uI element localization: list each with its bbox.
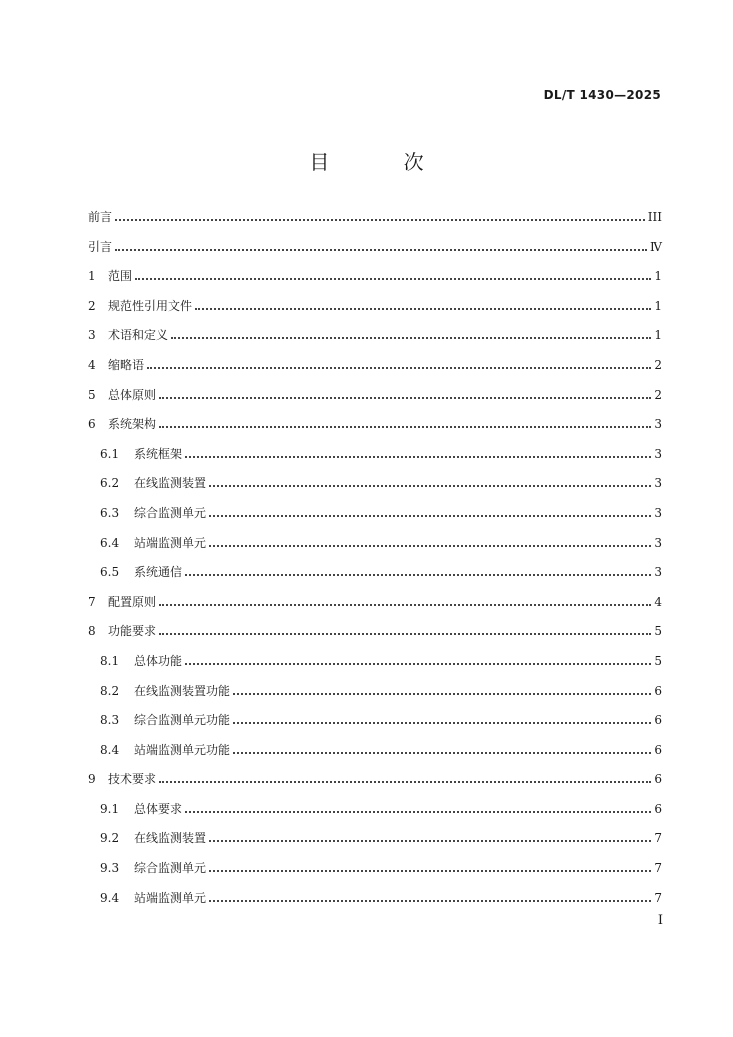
toc-entry[interactable]: [88, 890, 662, 920]
toc-entry[interactable]: [88, 446, 662, 476]
toc-entry-label: 术语和定义: [108, 328, 169, 343]
toc-entry-number: 8.4: [100, 742, 120, 757]
dot-leader: [185, 455, 651, 458]
toc-entry-number: 2: [88, 298, 96, 313]
toc-entry-page: III: [647, 210, 662, 224]
dot-leader: [171, 336, 651, 339]
dot-leader: [209, 544, 651, 547]
dot-leader: [115, 218, 645, 221]
toc-entry-label: 总体功能: [134, 653, 183, 668]
toc-entry[interactable]: [88, 830, 662, 860]
dot-leader: [147, 366, 651, 369]
toc-entry-label: 在线监测装置: [134, 476, 207, 491]
toc-entry-number: 9: [88, 772, 96, 787]
dot-leader: [115, 248, 647, 251]
dot-leader: [209, 484, 651, 487]
toc-entry-page: 1: [654, 269, 662, 284]
toc-entry-label: 规范性引用文件: [108, 298, 193, 313]
toc-entry[interactable]: [88, 801, 662, 831]
toc-entry-number: 6.2: [100, 476, 120, 491]
toc-entry-number: 3: [88, 328, 96, 343]
toc-entry-page: 3: [654, 446, 662, 461]
dot-leader: [209, 869, 651, 872]
toc-entry-number: 8.2: [100, 683, 120, 698]
toc-entry-number: 6.4: [100, 535, 120, 550]
dot-leader: [159, 632, 651, 635]
toc-entry-page: 6: [654, 772, 662, 787]
toc-entry-number: 1: [88, 269, 96, 284]
toc-entry-page: 7: [654, 861, 662, 876]
dot-leader: [185, 810, 651, 813]
toc-entry[interactable]: [88, 535, 662, 565]
toc-entry[interactable]: [88, 357, 662, 387]
toc-entry[interactable]: [88, 653, 662, 683]
toc-entry-label: 站端监测单元功能: [134, 742, 231, 757]
toc-entry-number: 5: [88, 387, 96, 402]
toc-entry-number: 6.1: [100, 446, 120, 461]
dot-leader: [159, 603, 651, 606]
toc-entry-label: 综合监测单元: [134, 861, 207, 876]
toc-entry[interactable]: [88, 771, 662, 801]
toc-entry-number: 8.3: [100, 713, 120, 728]
toc-entry-number: 7: [88, 594, 96, 609]
toc-entry-label: 总体原则: [108, 387, 157, 402]
toc-entry[interactable]: [88, 860, 662, 890]
toc-entry-label: 引言: [88, 239, 113, 254]
toc-entry[interactable]: [88, 416, 662, 446]
toc-entry[interactable]: [88, 505, 662, 535]
toc-entry[interactable]: [88, 742, 662, 772]
toc-entry-page: 3: [654, 565, 662, 580]
toc-entry[interactable]: [88, 712, 662, 742]
toc-entry-page: 1: [654, 328, 662, 343]
dot-leader: [233, 692, 651, 695]
toc-entry[interactable]: [88, 268, 662, 298]
toc-entry[interactable]: [88, 327, 662, 357]
toc-entry-page: 6: [654, 683, 662, 698]
table-of-contents: [88, 209, 662, 919]
toc-entry-label: 在线监测装置: [134, 831, 207, 846]
toc-entry[interactable]: [88, 239, 662, 269]
dot-leader: [195, 307, 651, 310]
page-number: I: [657, 913, 663, 928]
dot-leader: [209, 514, 651, 517]
toc-entry-number: 9.1: [100, 801, 120, 816]
toc-entry-page: 2: [654, 357, 662, 372]
toc-entry-number: 8: [88, 624, 96, 639]
toc-entry[interactable]: [88, 564, 662, 594]
toc-entry-page: 7: [654, 831, 662, 846]
toc-entry-number: 9.2: [100, 831, 120, 846]
toc-entry-label: 范围: [108, 269, 133, 284]
dot-leader: [159, 425, 651, 428]
toc-entry-page: 4: [654, 594, 662, 609]
toc-entry-page: 6: [654, 713, 662, 728]
dot-leader: [209, 839, 651, 842]
toc-entry-number: 4: [88, 357, 96, 372]
toc-entry-page: 6: [654, 742, 662, 757]
toc-entry-label: 总体要求: [134, 801, 183, 816]
toc-entry[interactable]: [88, 594, 662, 624]
toc-entry-label: 系统架构: [108, 417, 157, 432]
dot-leader: [233, 751, 651, 754]
toc-entry-label: 缩略语: [108, 357, 145, 372]
toc-entry-label: 功能要求: [108, 624, 157, 639]
toc-entry-label: 在线监测装置功能: [134, 683, 231, 698]
toc-entry-number: 6.3: [100, 505, 120, 520]
toc-entry-number: 6: [88, 417, 96, 432]
dot-leader: [185, 573, 651, 576]
toc-entry-label: 综合监测单元功能: [134, 713, 231, 728]
toc-entry-number: 9.3: [100, 861, 120, 876]
toc-entry-page: 6: [654, 801, 662, 816]
toc-entry-label: 综合监测单元: [134, 505, 207, 520]
toc-entry-number: 6.5: [100, 565, 120, 580]
toc-entry-label: 系统框架: [134, 446, 183, 461]
toc-entry[interactable]: [88, 623, 662, 653]
toc-entry-page: 2: [654, 387, 662, 402]
toc-entry[interactable]: [88, 387, 662, 417]
page-title: 目 次: [309, 150, 458, 174]
toc-entry-page: 1: [654, 298, 662, 313]
toc-entry[interactable]: [88, 683, 662, 713]
toc-entry-label: 配置原则: [108, 594, 157, 609]
dot-leader: [159, 396, 651, 399]
toc-entry[interactable]: [88, 298, 662, 328]
toc-entry-page: 3: [654, 476, 662, 491]
toc-entry-page: 5: [654, 624, 662, 639]
standard-code: DL/T 1430—2025: [543, 88, 661, 102]
toc-entry-page: 7: [654, 890, 662, 905]
dot-leader: [233, 721, 651, 724]
toc-entry-page: 3: [654, 417, 662, 432]
dot-leader: [185, 662, 651, 665]
toc-entry[interactable]: [88, 475, 662, 505]
toc-entry-number: 8.1: [100, 653, 120, 668]
toc-entry[interactable]: [88, 209, 662, 239]
dot-leader: [159, 780, 651, 783]
toc-entry-label: 站端监测单元: [134, 535, 207, 550]
toc-entry-page: 3: [654, 505, 662, 520]
toc-entry-number: 9.4: [100, 890, 120, 905]
toc-entry-label: 技术要求: [108, 772, 157, 787]
toc-entry-label: 前言: [88, 210, 113, 224]
dot-leader: [135, 277, 651, 280]
toc-entry-page: 5: [654, 653, 662, 668]
toc-entry-label: 站端监测单元: [134, 890, 207, 905]
toc-entry-page: 3: [654, 535, 662, 550]
toc-entry-label: 系统通信: [134, 565, 183, 580]
toc-entry-page: Ⅳ: [650, 239, 662, 254]
dot-leader: [209, 899, 651, 902]
